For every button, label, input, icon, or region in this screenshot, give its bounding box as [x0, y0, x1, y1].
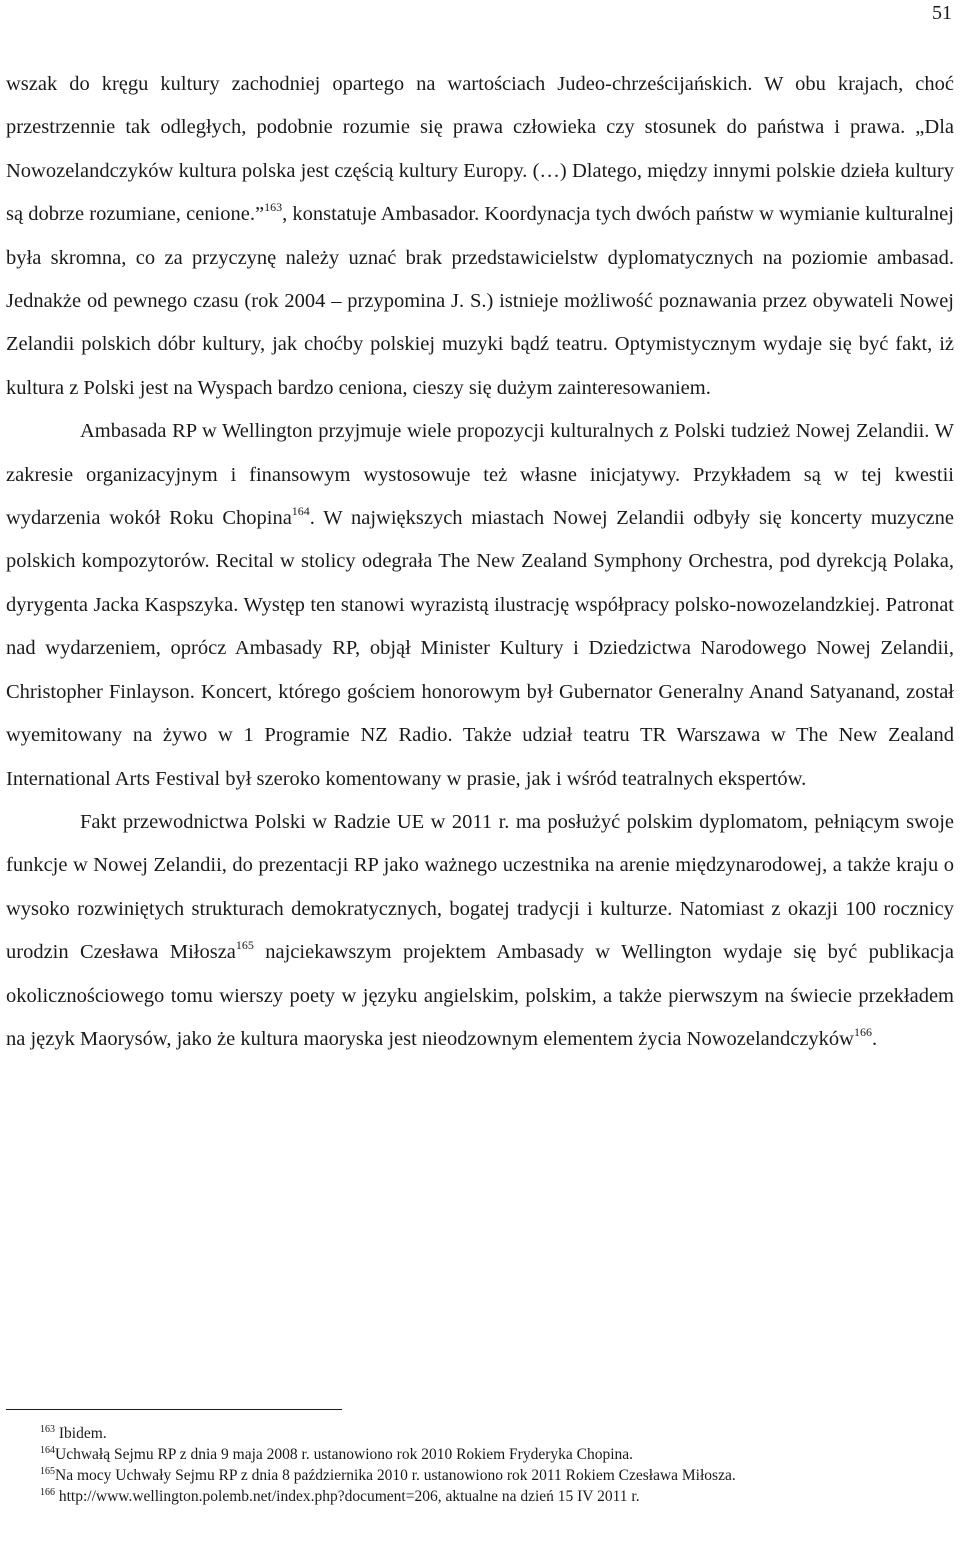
footnote-number: 163 [40, 1424, 55, 1435]
footnote-text: Na mocy Uchwały Sejmu RP z dnia 8 października 2010 r. ustanowiono rok 2011 Rokiem Czesława Miłosza. [55, 1467, 736, 1484]
footnote-number: 165 [40, 1466, 55, 1477]
footnote-ref-164[interactable]: 164 [291, 504, 310, 519]
paragraph [6, 801, 954, 1061]
footnote-ref-163[interactable]: 163 [264, 200, 283, 215]
footnote [6, 1486, 954, 1507]
footnote [6, 1465, 954, 1486]
footnote-separator [6, 1409, 342, 1410]
text-run: Fakt przewodnictwa Polski w Radzie UE w 2011 r. ma posłużyć polskim dyplomatom, pełniącym swoje funkcje w Nowej Zelandii, do prezentacji RP jako ważnego uczestnika na arenie międzynarodowej, a także kraju o wysoko rozwiniętych strukturach demokratycznych, bogatej tradycji i kulturze. Natomiast z okazji 100 rocznicy urodzin Czesława Miłosza [6, 810, 954, 964]
text-run: , konstatuje Ambasador. Koordynacja tych dwóch państw w wymianie kulturalnej była skromna, co za przyczynę należy uznać brak przedstawicielstw dyplomatycznych na poziomie ambasad. Jednakże od pewnego czasu (rok 2004 – przypomina J. S.) istnieje możliwość poznawania przez obywateli Nowej Zelandii polskich dóbr kultury, jak choćby polskiej muzyki bądź teatru. Optymistycznym wydaje się być fakt, iż kultura z Polski jest na Wyspach bardzo ceniona, cieszy się dużym zainteresowaniem. [6, 203, 954, 399]
text-run: Ambasada RP w Wellington przyjmuje wiele propozycji kulturalnych z Polski tudzież Nowej Zelandii. W zakresie organizacyjnym i finansowym wystosowuje też własne inicjatywy. Przykładem są w tej kwestii wydarzenia wokół Roku Chopina [6, 420, 954, 530]
page-number: 51 [932, 2, 952, 24]
footnote-text: Uchwałą Sejmu RP z dnia 9 maja 2008 r. ustanowiono rok 2010 Rokiem Fryderyka Chopina. [55, 1446, 634, 1463]
text-run: . [872, 1027, 878, 1050]
footnotes [6, 1423, 954, 1507]
footnote-ref-165[interactable]: 165 [235, 938, 254, 953]
footnote-ref-166[interactable]: 166 [854, 1024, 872, 1039]
footnote-number: 164 [40, 1445, 55, 1456]
text-run: . W największych miastach Nowej Zelandii odbyły się koncerty muzyczne polskich kompozytorów. Recital w stolicy odegrała The New Zealand Symphony Orchestra, pod dyrekcją Polaka, dyrygenta Jacka Kaspszyka. Występ ten stanowi wyrazistą ilustrację współpracy polsko-nowozelandzkiej. Patronat nad wydarzeniem, oprócz Ambasady RP, objął Minister Kultury i Dziedzictwa Narodowego Nowej Zelandii, Christopher Finlayson. Koncert, którego gościem honorowym był Gubernator Generalny Anand Satyanand, został wyemitowany na żywo w 1 Programie NZ Radio. Także udział teatru TR Warszawa w The New Zealand International Arts Festival był szeroko komentowany w prasie, jak i wśród teatralnych ekspertów. [6, 507, 954, 790]
body-text [6, 63, 954, 1061]
text-run: najciekawszym projektem Ambasady w Wellington wydaje się być publikacja okolicznościowego tomu wierszy poety w języku angielskim, polskim, a także pierwszym na świecie przekładem na język Maorysów, jako że kultura maoryska jest nieodzownym elementem życia Nowozelandczyków [6, 941, 954, 1050]
text-run: wszak do kręgu kultury zachodniej opartego na wartościach Judeo-chrześcijańskich. W obu krajach, choć przestrzennie tak odległych, podobnie rozumie się prawa człowieka czy stosunek do państwa i prawa. „Dla Nowozelandczyków kultura polska jest częścią kultury Europy. (…) Dlatego, między innymi polskie dzieła kultury są dobrze rozumiane, cenione.” [6, 73, 954, 226]
footnote-text: Ibidem. [58, 1425, 107, 1442]
paragraph [6, 63, 954, 410]
paragraph [6, 410, 954, 801]
footnote [6, 1423, 954, 1444]
footnote-link[interactable]: http://www.wellington.polemb.net/index.php?document=206, aktualne na dzień 15 IV 2011 r. [55, 1488, 640, 1505]
footnote [6, 1444, 954, 1465]
footnote-number: 166 [40, 1487, 55, 1498]
